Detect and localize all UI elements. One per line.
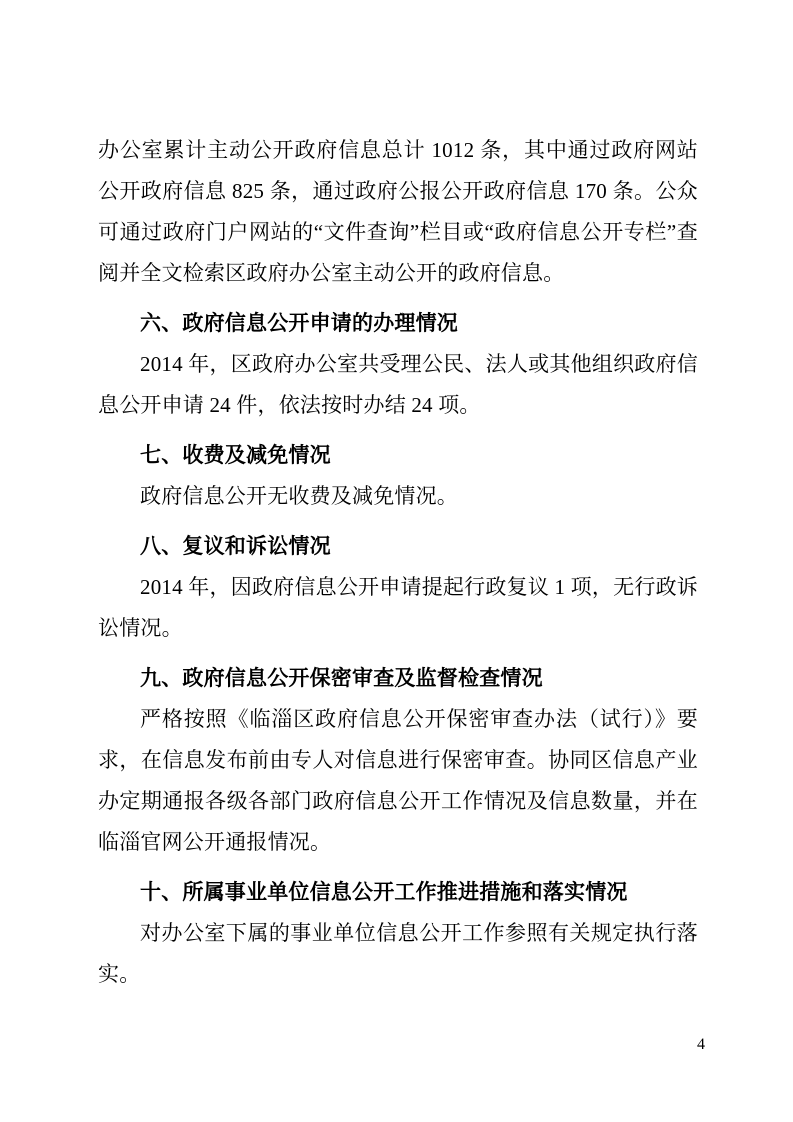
spacer [98,294,698,303]
heading-section-ten: 十、所属事业单位信息公开工作推进措施和落实情况 [140,880,628,904]
spacer [98,517,698,526]
paragraph-section-seven: 政府信息公开无收费及减免情况。 [140,484,458,508]
document-body [98,130,698,995]
paragraph-section-nine: 严格按照《临淄区政府信息公开保密审查办法（试行）》要求，在信息发布前由专人对信息进行保密审查。协同区信息产业办定期通报各级各部门政府信息公开工作情况及信息数量，并在临淄官网公开通报情况。 [98,707,698,854]
heading-section-seven: 七、收费及减免情况 [140,443,331,467]
heading-section-six: 六、政府信息公开申请的办理情况 [140,311,458,335]
page-number: 4 [697,1036,705,1053]
paragraph-section-ten: 对办公室下属的事业单位信息公开工作参照有关规定执行落实。 [98,921,698,986]
paragraph-section-six: 2014 年，区政府办公室共受理公民、法人或其他组织政府信息公开申请 24 件，依法按时办结 24 项。 [98,352,698,417]
heading-section-nine: 九、政府信息公开保密审查及监督检查情况 [140,666,543,690]
heading-section-eight: 八、复议和诉讼情况 [140,534,331,558]
spacer [98,649,698,658]
spacer [98,863,698,872]
paragraph-public-info-total: 办公室累计主动公开政府信息总计 1012 条，其中通过政府网站公开政府信息 825 条，通过政府公报公开政府信息 170 条。公众可通过政府门户网站的“文件查询”栏目或“政府信息公开专栏”查阅并全文检索区政府办公室主动公开的政府信息。 [98,138,698,285]
paragraph-section-eight: 2014 年，因政府信息公开申请提起行政复议 1 项，无行政诉讼情况。 [98,575,698,640]
spacer [98,426,698,435]
